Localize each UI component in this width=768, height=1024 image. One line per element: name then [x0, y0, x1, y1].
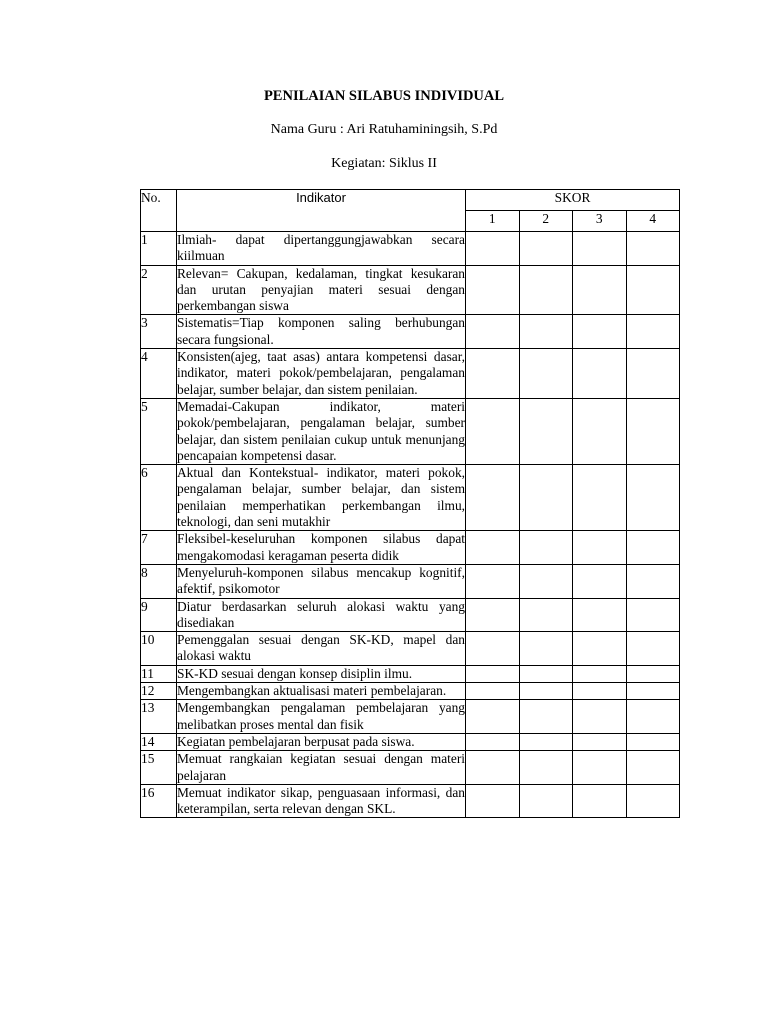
- score-cell-2[interactable]: [519, 598, 573, 632]
- score-cell-4[interactable]: [626, 598, 680, 632]
- score-cell-1[interactable]: [466, 683, 520, 700]
- table-row: [141, 632, 680, 666]
- row-number: 16: [141, 784, 177, 818]
- indicator-text: Memuat rangkaian kegiatan sesuai dengan materi pelajaran: [177, 751, 465, 783]
- table-row: [141, 265, 680, 315]
- row-number: 3: [141, 315, 177, 349]
- header-score-2: 2: [519, 211, 573, 232]
- header-skor: SKOR: [466, 190, 680, 211]
- indicator-text: Mengembangkan aktualisasi materi pembelajaran.: [177, 683, 466, 700]
- row-number: 9: [141, 598, 177, 632]
- header-score-1: 1: [466, 211, 520, 232]
- score-cell-1[interactable]: [466, 465, 520, 531]
- score-cell-1[interactable]: [466, 315, 520, 349]
- score-cell-1[interactable]: [466, 398, 520, 464]
- row-number: 11: [141, 665, 177, 682]
- indicator-text: Fleksibel-keseluruhan komponen silabus dapat mengakomodasi keragaman peserta didik: [177, 531, 465, 563]
- row-number: 7: [141, 531, 177, 565]
- table-row: [141, 398, 680, 464]
- score-cell-3[interactable]: [573, 465, 627, 531]
- table-row: [141, 683, 680, 700]
- score-cell-1[interactable]: [466, 531, 520, 565]
- score-cell-3[interactable]: [573, 632, 627, 666]
- score-cell-2[interactable]: [519, 265, 573, 315]
- indicator-text: Ilmiah- dapat dipertanggungjawabkan secara kiilmuan: [177, 232, 465, 264]
- row-number: 14: [141, 733, 177, 750]
- score-cell-3[interactable]: [573, 700, 627, 734]
- score-cell-4[interactable]: [626, 632, 680, 666]
- score-cell-1[interactable]: [466, 751, 520, 785]
- score-cell-3[interactable]: [573, 598, 627, 632]
- table-row: [141, 598, 680, 632]
- indicator-text: Mengembangkan pengalaman pembelajaran yang melibatkan proses mental dan fisik: [177, 700, 465, 732]
- table-body: [141, 232, 680, 818]
- score-cell-3[interactable]: [573, 564, 627, 598]
- row-number: 1: [141, 232, 177, 266]
- score-cell-3[interactable]: [573, 531, 627, 565]
- score-cell-1[interactable]: [466, 265, 520, 315]
- table-row: [141, 733, 680, 750]
- score-cell-3[interactable]: [573, 733, 627, 750]
- assessment-table: [140, 189, 680, 818]
- score-cell-4[interactable]: [626, 665, 680, 682]
- score-cell-1[interactable]: [466, 700, 520, 734]
- header-indikator: Indikator: [177, 190, 466, 232]
- score-cell-1[interactable]: [466, 598, 520, 632]
- indicator-text: Memadai-Cakupan indikator, materi pokok/pembelajaran, pengalaman belajar, sumber belajar, dan sistem penilaian cukup untuk menunjang pencapaian kompetensi dasar.: [177, 398, 465, 463]
- score-cell-4[interactable]: [626, 564, 680, 598]
- score-cell-3[interactable]: [573, 398, 627, 464]
- indicator-text: Relevan= Cakupan, kedalaman, tingkat kesukaran dan urutan penyajian materi sesuai dengan perkembangan siswa: [177, 265, 465, 314]
- table-row: [141, 564, 680, 598]
- row-number: 6: [141, 465, 177, 531]
- indicator-text: Pemenggalan sesuai dengan SK-KD, mapel dan alokasi waktu: [177, 632, 465, 664]
- score-cell-2[interactable]: [519, 398, 573, 464]
- score-cell-4[interactable]: [626, 733, 680, 750]
- score-cell-3[interactable]: [573, 665, 627, 682]
- score-cell-3[interactable]: [573, 349, 627, 399]
- row-number: 2: [141, 265, 177, 315]
- score-cell-4[interactable]: [626, 751, 680, 785]
- table-row: [141, 751, 680, 785]
- indicator-text: Sistematis=Tiap komponen saling berhubungan secara fungsional.: [177, 315, 465, 347]
- score-cell-1[interactable]: [466, 232, 520, 266]
- score-cell-3[interactable]: [573, 751, 627, 785]
- score-cell-2[interactable]: [519, 349, 573, 399]
- score-cell-4[interactable]: [626, 232, 680, 266]
- activity-cycle: Kegiatan: Siklus II: [331, 156, 437, 171]
- score-cell-4[interactable]: [626, 531, 680, 565]
- score-cell-1[interactable]: [466, 665, 520, 682]
- score-cell-4[interactable]: [626, 265, 680, 315]
- row-number: 15: [141, 751, 177, 785]
- score-cell-2[interactable]: [519, 232, 573, 266]
- score-cell-2[interactable]: [519, 751, 573, 785]
- score-cell-4[interactable]: [626, 683, 680, 700]
- score-cell-2[interactable]: [519, 531, 573, 565]
- score-cell-4[interactable]: [626, 784, 680, 818]
- score-cell-2[interactable]: [519, 700, 573, 734]
- indicator-text: SK-KD sesuai dengan konsep disiplin ilmu.: [177, 665, 466, 682]
- score-cell-3[interactable]: [573, 784, 627, 818]
- score-cell-1[interactable]: [466, 564, 520, 598]
- table-row: [141, 784, 680, 818]
- indicator-text: Kegiatan pembelajaran berpusat pada siswa.: [177, 733, 466, 750]
- row-number: 13: [141, 700, 177, 734]
- row-number: 4: [141, 349, 177, 399]
- header-no: No.: [141, 190, 177, 232]
- indicator-text: Diatur berdasarkan seluruh alokasi waktu yang disediakan: [177, 598, 465, 630]
- table-row: [141, 465, 680, 531]
- score-cell-2[interactable]: [519, 733, 573, 750]
- score-cell-3[interactable]: [573, 315, 627, 349]
- score-cell-2[interactable]: [519, 564, 573, 598]
- indicator-text: Memuat indikator sikap, penguasaan informasi, dan keterampilan, serta relevan dengan SKL.: [177, 784, 465, 817]
- row-number: 8: [141, 564, 177, 598]
- score-cell-1[interactable]: [466, 349, 520, 399]
- score-cell-4[interactable]: [626, 398, 680, 464]
- row-number: 5: [141, 398, 177, 464]
- score-cell-1[interactable]: [466, 784, 520, 818]
- score-cell-4[interactable]: [626, 465, 680, 531]
- score-cell-2[interactable]: [519, 465, 573, 531]
- score-cell-3[interactable]: [573, 265, 627, 315]
- indicator-text: Konsisten(ajeg, taat asas) antara kompetensi dasar, indikator, materi pokok/pembelajaran, pengalaman belajar, sumber belajar, dan sistem penilaian.: [177, 349, 465, 397]
- table-row: [141, 232, 680, 266]
- indicator-text: Aktual dan Kontekstual- indikator, materi pokok, pengalaman belajar, sumber belajar, dan sistem penilaian memperhatikan perkembangan ilmu, teknologi, dan seni mutakhir: [177, 465, 465, 530]
- table-row: [141, 531, 680, 565]
- score-cell-2[interactable]: [519, 784, 573, 818]
- score-cell-3[interactable]: [573, 683, 627, 700]
- table-row: [141, 665, 680, 682]
- indicator-text: Menyeluruh-komponen silabus mencakup kognitif, afektif, psikomotor: [177, 564, 465, 597]
- score-cell-4[interactable]: [626, 315, 680, 349]
- score-cell-4[interactable]: [626, 700, 680, 734]
- header-score-4: 4: [626, 211, 680, 232]
- row-number: 10: [141, 632, 177, 666]
- table-row: [141, 700, 680, 734]
- table-row: [141, 349, 680, 399]
- score-cell-3[interactable]: [573, 232, 627, 266]
- score-cell-1[interactable]: [466, 733, 520, 750]
- score-cell-4[interactable]: [626, 349, 680, 399]
- document-title: PENILAIAN SILABUS INDIVIDUAL: [263, 88, 505, 104]
- table-row: [141, 315, 680, 349]
- score-cell-1[interactable]: [466, 632, 520, 666]
- header-score-3: 3: [573, 211, 627, 232]
- score-cell-2[interactable]: [519, 632, 573, 666]
- score-cell-2[interactable]: [519, 665, 573, 682]
- row-number: 12: [141, 683, 177, 700]
- score-cell-2[interactable]: [519, 315, 573, 349]
- score-cell-2[interactable]: [519, 683, 573, 700]
- teacher-name: Nama Guru : Ari Ratuhaminingsih, S.Pd: [270, 122, 498, 137]
